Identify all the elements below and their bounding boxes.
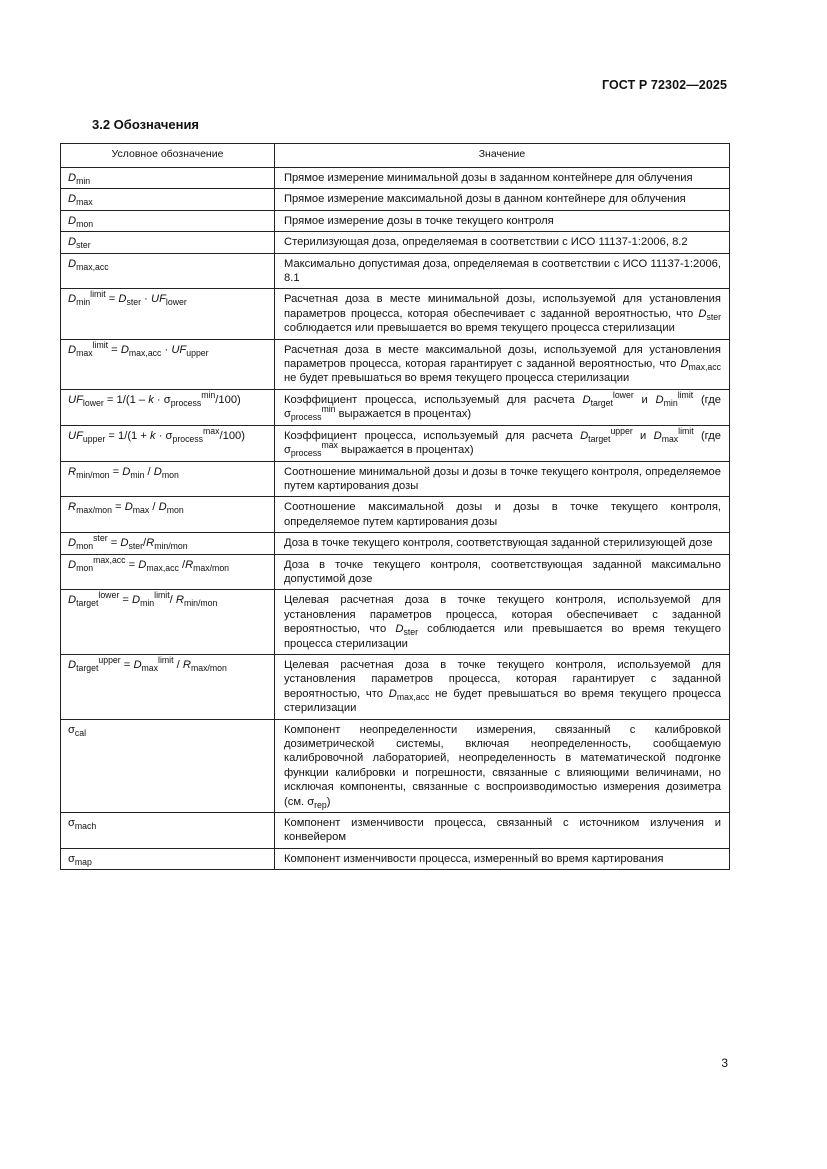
symbol-cell: $D_{mon}^{max,acc} = D_{max,acc}$ $/R_{max/mon}$ (61, 554, 275, 590)
table-row (61, 497, 730, 533)
symbol-cell: $R_{min/mon} = D_{min} / D_{mon}$ (61, 461, 275, 497)
meaning-cell: Доза в точке текущего контроля, соответствующая заданной максимально допустимой дозе (275, 554, 730, 590)
table-row (61, 848, 730, 869)
meaning-cell: Доза в точке текущего контроля, соответствующая заданной стерилизующей дозе (275, 533, 730, 554)
symbol-cell: $D_{mon}$ (61, 210, 275, 231)
table-row (61, 813, 730, 849)
symbol-cell: $D_{max}^{limit} = D_{max,acc} \cdot UF_{upper}$ (61, 339, 275, 389)
table-row (61, 168, 730, 189)
table-row (61, 289, 730, 339)
column-header-meaning: Значение (275, 144, 730, 168)
symbol-cell: $D_{max}$ (61, 189, 275, 210)
symbol-cell: $D_{target}^{upper} = D_{max}^{limit} / R_{max/mon}$ (61, 654, 275, 719)
symbol-cell: $D_{min}^{limit} = D_{ster} \cdot UF_{lower}$ (61, 289, 275, 339)
symbol-cell: $R_{max/mon} = D_{max} / D_{mon}$ (61, 497, 275, 533)
symbol-cell: $D_{target}^{lower} = D_{min}^{limit}/$ $R_{min/mon}$ (61, 590, 275, 655)
table-row (61, 210, 730, 231)
meaning-cell: Целевая расчетная доза в точке текущего контроля, используемой для установления параметров процесса, которая обеспечивает с заданной вероятностью, что $D_{ster}$ соблюдается или превышается во время текущего процесса стерилизации (275, 590, 730, 655)
table-row (61, 554, 730, 590)
symbol-cell: $D_{ster}$ (61, 232, 275, 253)
symbol-cell: $\sigma_{mach}$ (61, 813, 275, 849)
meaning-cell: Целевая расчетная доза в точке текущего контроля, используемой для установления параметров процесса, которая гарантирует с заданной вероятностью, что $D_{max,acc}$ не будет превышаться во время текущего процесса стерилизации (275, 654, 730, 719)
table-row (61, 654, 730, 719)
meaning-cell: Компонент неопределенности измерения, связанный с калибровкой дозиметрической системы, включая неопределенность, сообщаемую калибровочной лабораторией, неопределенность в математической подгонке функции калибровки и погрешности, связанные с влияющими величинами, но исключая компоненты, связанные с воспроизводимостью измерения дозиметра (см. $\sigma_{rep}$) (275, 719, 730, 812)
document-code: ГОСТ Р 72302—2025 (601, 78, 727, 92)
table-row (61, 425, 730, 461)
table-body (61, 168, 730, 870)
meaning-cell: Прямое измерение дозы в точке текущего контроля (275, 210, 730, 231)
symbol-cell: $D_{mon}^{ster} = D_{ster}/R_{min/mon}$ (61, 533, 275, 554)
table-row (61, 232, 730, 253)
symbol-cell: $\sigma_{map}$ (61, 848, 275, 869)
meaning-cell: Компонент изменчивости процесса, связанный с источником излучения и конвейером (275, 813, 730, 849)
table-row (61, 719, 730, 812)
meaning-cell: Прямое измерение минимальной дозы в заданном контейнере для облучения (275, 168, 730, 189)
meaning-cell: Коэффициент процесса, используемый для расчета $D_{target}^{upper}$ и $D_{max}^{limit}$ (где $\sigma_{process}^{max}$ выражается в процентах) (275, 425, 730, 461)
symbol-cell: $\sigma_{cal}$ (61, 719, 275, 812)
table-row (61, 590, 730, 655)
meaning-cell: Стерилизующая доза, определяемая в соответствии с ИСО 11137-1:2006, 8.2 (275, 232, 730, 253)
table-row (61, 533, 730, 554)
column-header-symbol: Условное обозначение (61, 144, 275, 168)
page-number: 3 (721, 1056, 728, 1070)
symbols-table (60, 143, 730, 870)
symbol-cell: $D_{min}$ (61, 168, 275, 189)
table-header-row (61, 144, 730, 168)
table-row (61, 189, 730, 210)
table-row (61, 253, 730, 289)
symbol-cell: $UF_{upper} = 1/(1 + k \cdot \sigma_{process}^{max}/100)$ (61, 425, 275, 461)
symbol-cell: $UF_{lower} = 1/(1 - k \cdot \sigma_{process}^{min}/100)$ (61, 389, 275, 425)
table-row (61, 339, 730, 389)
table-row (61, 461, 730, 497)
meaning-cell: Компонент изменчивости процесса, измеренный во время картирования (275, 848, 730, 869)
meaning-cell: Коэффициент процесса, используемый для расчета $D_{target}^{lower}$ и $D_{min}^{limit}$ (где $\sigma_{process}^{min}$ выражается в процентах) (275, 389, 730, 425)
symbol-cell: $D_{max,acc}$ (61, 253, 275, 289)
meaning-cell: Максимально допустимая доза, определяемая в соответствии с ИСО 11137-1:2006, 8.1 (275, 253, 730, 289)
section-title: 3.2 Обозначения (92, 117, 200, 132)
table-row (61, 389, 730, 425)
meaning-cell: Соотношение минимальной дозы и дозы в точке текущего контроля, определяемое путем картирования дозы (275, 461, 730, 497)
meaning-cell: Соотношение максимальной дозы и дозы в точке текущего контроля, определяемое путем картирования дозы (275, 497, 730, 533)
meaning-cell: Расчетная доза в месте минимальной дозы, используемой для установления параметров процесса, которая обеспечивает с заданной вероятностью, что $D_{ster}$ соблюдается или превышается во время текущего процесса стерилизации (275, 289, 730, 339)
meaning-cell: Прямое измерение максимальной дозы в данном контейнере для облучения (275, 189, 730, 210)
meaning-cell: Расчетная доза в месте максимальной дозы, используемой для установления параметров процесса, которая гарантирует с заданной вероятностью, что $D_{max,acc}$ не будет превышаться во время текущего процесса стерилизации (275, 339, 730, 389)
